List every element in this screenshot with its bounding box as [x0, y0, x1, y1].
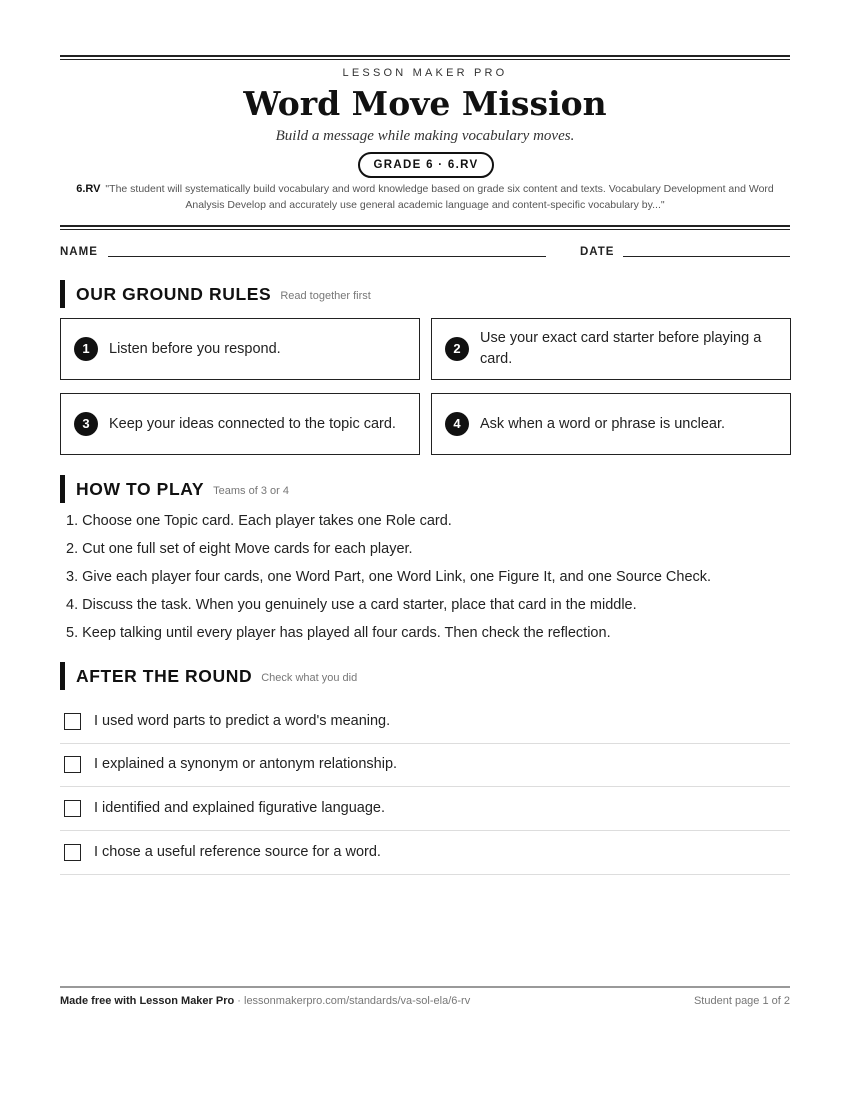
reflection-text: I explained a synonym or antonym relationship. — [94, 756, 398, 772]
footer-rule — [60, 986, 790, 988]
instruction-step: 4. Discuss the task. When you genuinely use a card starter, place that card in the middle. — [66, 597, 637, 613]
instruction-step: 1. Choose one Topic card. Each player takes one Role card. — [66, 513, 452, 529]
ground-rules-heading — [60, 280, 371, 308]
brand-name: LESSON MAKER PRO — [342, 67, 508, 79]
reflection-text: I used word parts to predict a word's meaning. — [94, 713, 391, 729]
ground-rules-note: Read together first — [280, 289, 371, 302]
header-bottom-rule — [60, 225, 790, 227]
instruction-step: 2. Cut one full set of eight Move cards for each player. — [66, 541, 413, 557]
ground-rule-card — [431, 318, 791, 380]
rule-number-badge: 4 — [445, 412, 469, 436]
section-marker — [60, 475, 65, 503]
after-round-heading — [60, 662, 357, 690]
standard-code: 6.RV — [76, 183, 101, 195]
how-to-play-title: HOW TO PLAY — [76, 478, 205, 499]
instruction-step: 5. Keep talking until every player has played all four cards. Then check the reflection. — [66, 625, 611, 641]
reflection-item — [60, 742, 790, 787]
page-title: Word Move Mission — [243, 84, 607, 123]
reflection-text: I identified and explained figurative language. — [94, 800, 386, 816]
page-subtitle: Build a message while making vocabulary moves. — [275, 128, 575, 144]
ground-rule-card — [60, 318, 420, 380]
section-marker — [60, 662, 65, 690]
reflection-item — [60, 830, 790, 875]
after-round-note: Check what you did — [261, 671, 358, 684]
grade-badge: GRADE 6 · 6.RV — [358, 152, 494, 178]
reflection-checkbox[interactable] — [64, 756, 81, 773]
name-label: NAME — [60, 246, 98, 258]
standard-text: "The student will systematically build vocabulary and word knowledge based on grade six content and texts. Vocabulary Development and Word Analysis Develop and accurately use general academic language and content-specific vocabulary by..." — [105, 183, 774, 211]
instruction-steps — [66, 510, 786, 650]
ground-rule-card — [431, 393, 791, 455]
header-top-rule — [60, 55, 790, 57]
rule-text: Listen before you respond. — [109, 340, 281, 357]
standard-description — [60, 181, 790, 213]
instruction-step: 3. Give each player four cards, one Word Part, one Word Link, one Figure It, and one Source Check. — [66, 569, 712, 585]
rule-text: Use your exact card starter before playing a card. — [480, 330, 762, 367]
reflection-item — [60, 786, 790, 831]
how-to-play-heading — [60, 475, 289, 503]
reflection-item — [60, 699, 790, 744]
reflection-checkbox[interactable] — [64, 800, 81, 817]
how-to-play-note: Teams of 3 or 4 — [213, 484, 289, 497]
footer-made-with: Made free with Lesson Maker Pro — [60, 995, 235, 1007]
ground-rule-card — [60, 393, 420, 455]
rule-number-badge: 3 — [74, 412, 98, 436]
ground-rules-title: OUR GROUND RULES — [76, 283, 272, 304]
after-round-title: AFTER THE ROUND — [76, 665, 253, 686]
reflection-checkbox[interactable] — [64, 844, 81, 861]
date-label: DATE — [580, 246, 615, 258]
rule-text: Keep your ideas connected to the topic card. — [109, 415, 396, 432]
rule-number-badge: 1 — [74, 337, 98, 361]
footer-url-link[interactable]: · lessonmakerpro.com/standards/va-sol-ela/6-rv — [234, 995, 471, 1007]
reflection-text: I chose a useful reference source for a word. — [94, 844, 381, 860]
page-number: Student page 1 of 2 — [693, 995, 790, 1007]
reflection-checkbox[interactable] — [64, 713, 81, 730]
section-marker — [60, 280, 65, 308]
footer-credit — [60, 995, 470, 1007]
name-field[interactable] — [108, 256, 546, 257]
rule-text: Ask when a word or phrase is unclear. — [480, 415, 726, 432]
rule-number-badge: 2 — [445, 337, 469, 361]
date-field[interactable] — [623, 256, 790, 257]
